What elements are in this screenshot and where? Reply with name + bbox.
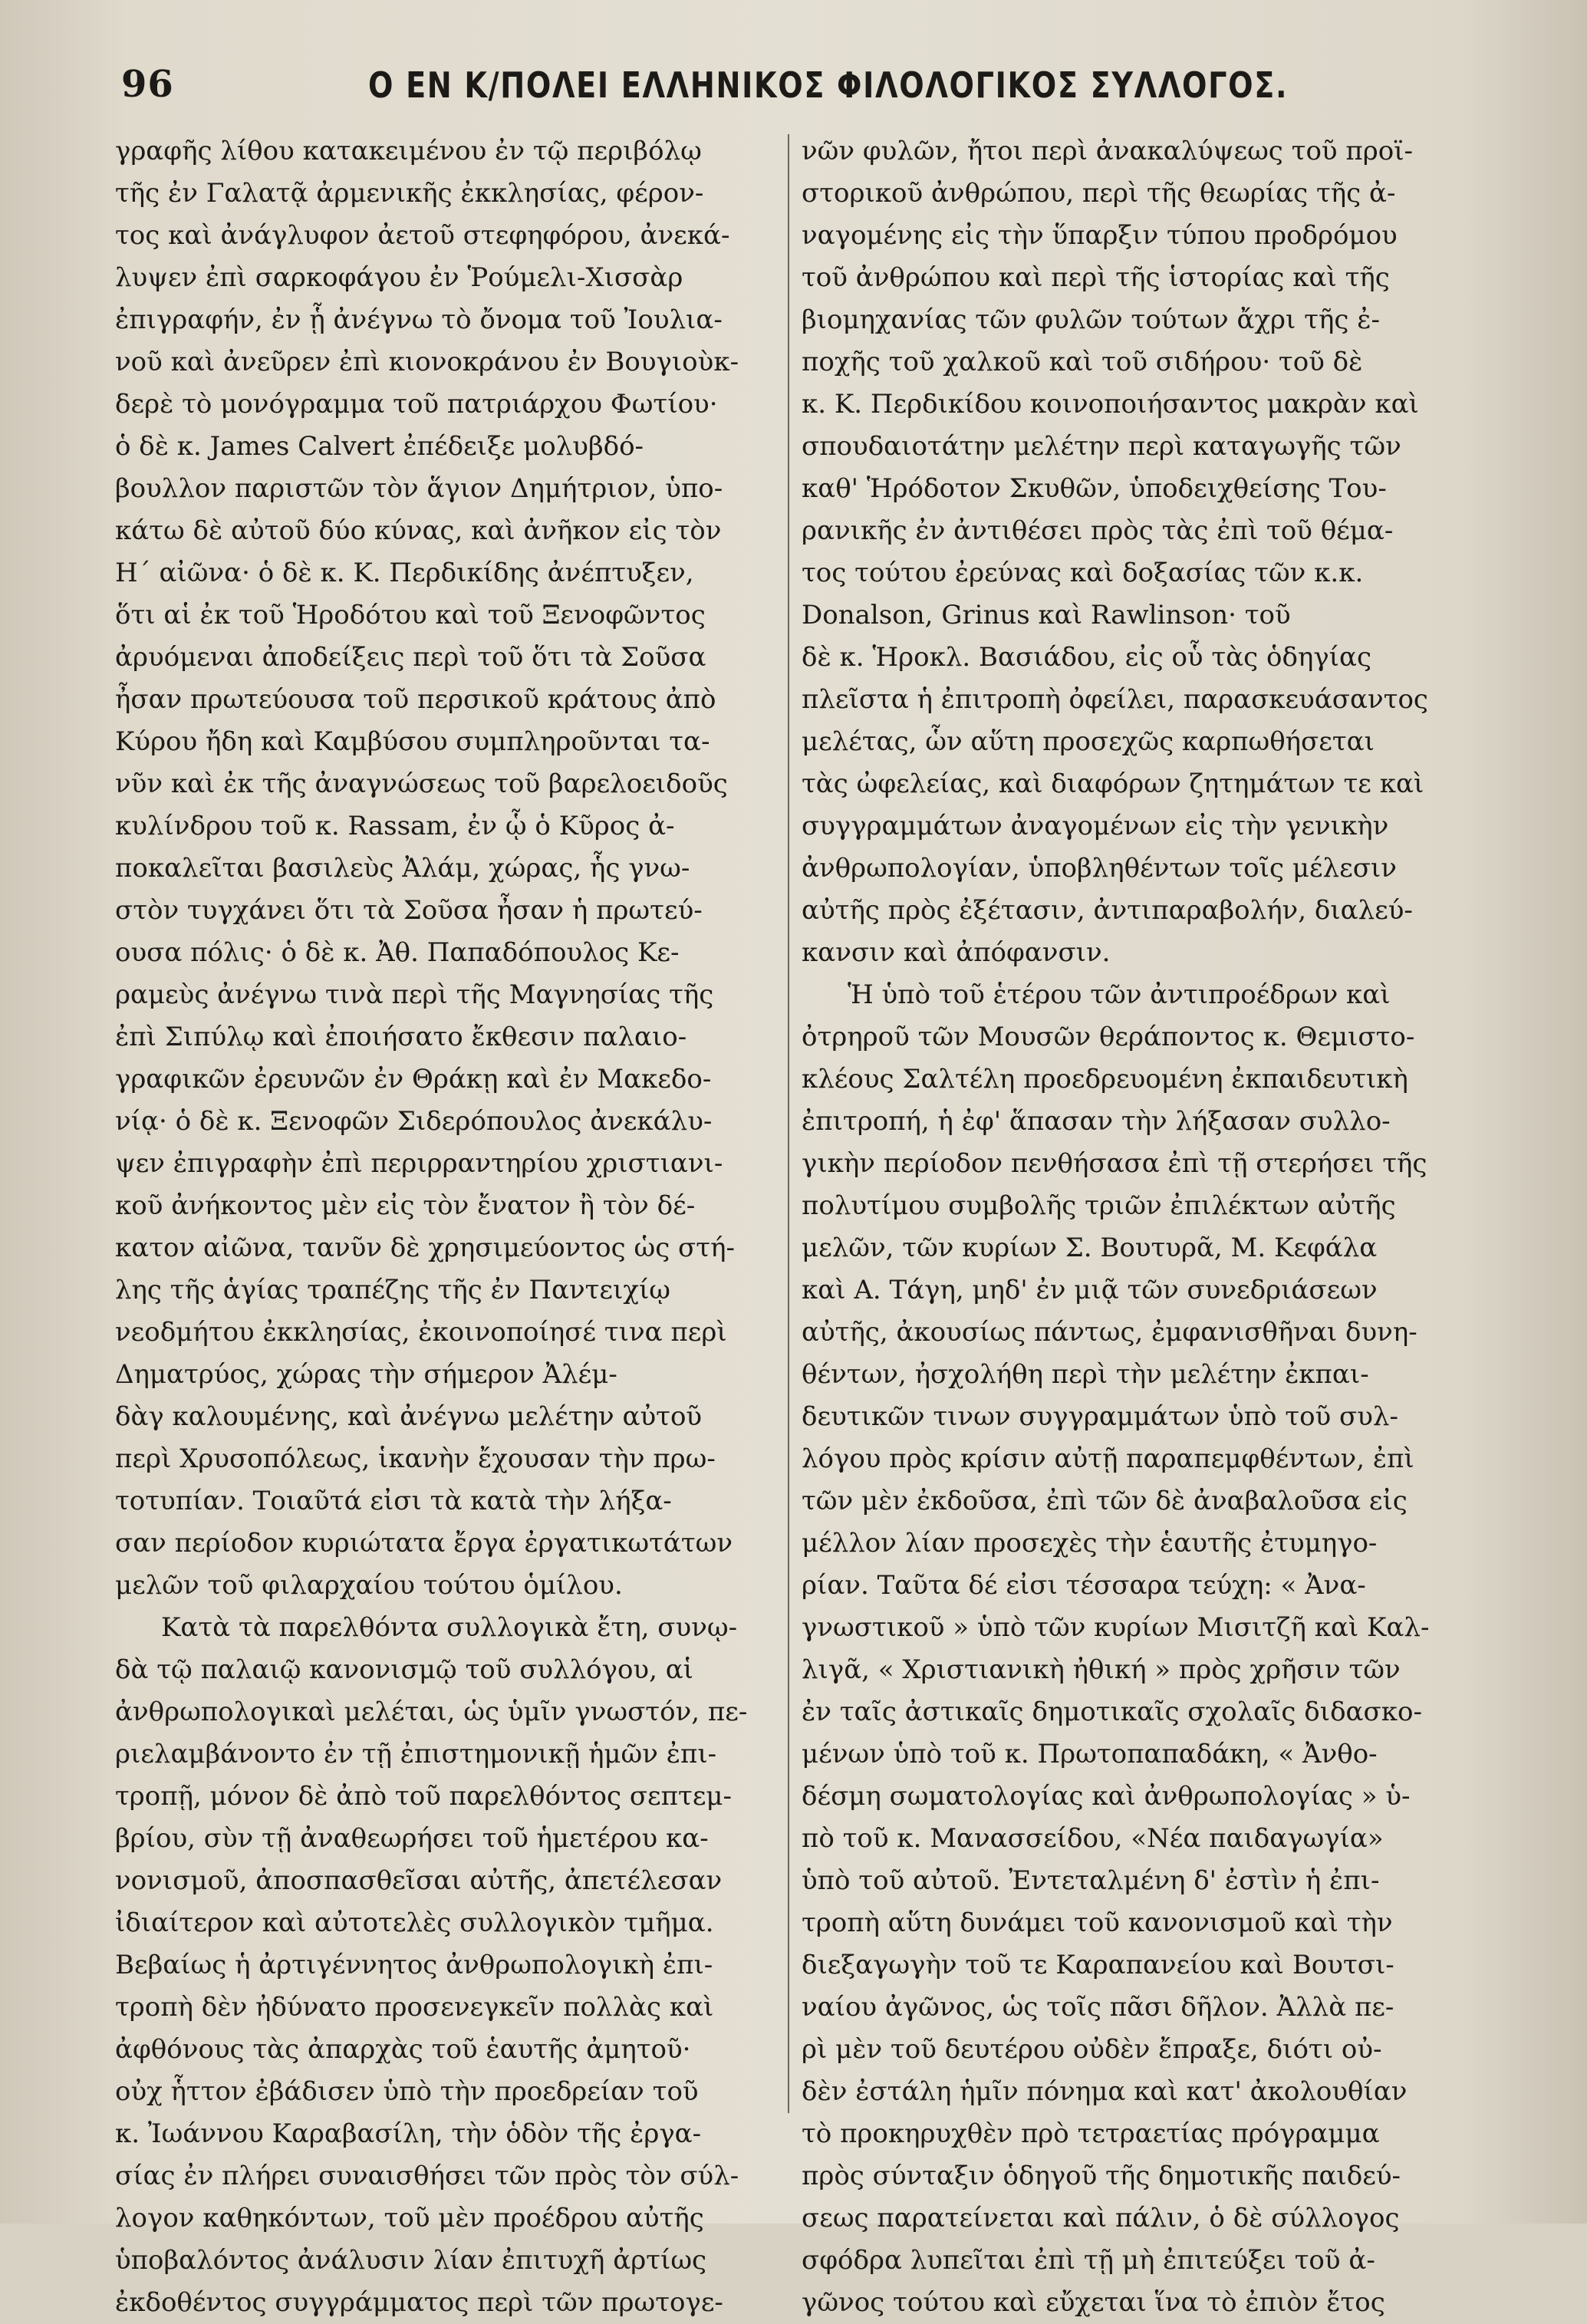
- text-line: ριελαμβάνοντο ἐν τῇ ἐπιστημονικῇ ἡμῶν ἐπι-: [115, 1739, 717, 1769]
- text-line: σαν περίοδον κυριώτατα ἔργα ἐργατικωτάτων: [115, 1528, 733, 1559]
- text-line: αὐτῆς, ἀκουσίως πάντως, ἐμφανισθῆναι δυνη-: [802, 1317, 1417, 1348]
- text-line: τὸ προκηρυχθὲν πρὸ τετραετίας πρόγραμμα: [802, 2118, 1380, 2149]
- text-line: ἀνθρωπολογικαὶ μελέται, ὡς ὑμῖν γνωστόν, πε-: [115, 1697, 748, 1727]
- text-line: Κύρου ἤδη καὶ Καμβύσου συμπληροῦνται τα-: [115, 726, 710, 757]
- text-line: θέντων, ἠσχολήθη περὶ τὴν μελέτην ἐκπαι-: [802, 1359, 1369, 1390]
- text-line: μελῶν, τῶν κυρίων Σ. Βουτυρᾶ, Μ. Κεφάλα: [802, 1233, 1378, 1263]
- text-line: ἐπιγραφήν, ἐν ᾗ ἀνέγνω τὸ ὄνομα τοῦ Ἰουλια-: [115, 304, 723, 335]
- text-line: Ἡ ὑπὸ τοῦ ἑτέρου τῶν ἀντιπροέδρων καὶ: [848, 979, 1391, 1010]
- text-line: τροπὴ αὕτη δυνάμει τοῦ κανονισμοῦ καὶ τὴν: [802, 1908, 1393, 1938]
- column-divider: [788, 134, 789, 2113]
- text-line: σίας ἐν πλήρει συναισθήσει τῶν πρὸς τὸν σύλ-: [115, 2161, 739, 2191]
- text-line: δερὲ τὸ μονόγραμμα τοῦ πατριάρχου Φωτίου·: [115, 389, 718, 420]
- text-line: νῶν φυλῶν, ἤτοι περὶ ἀνακαλύψεως τοῦ προϊ-: [802, 136, 1414, 166]
- page-header: [115, 60, 1465, 114]
- text-line: κανσιν καὶ ἀπόφανσιν.: [802, 937, 1111, 968]
- text-line: σπουδαιοτάτην μελέτην περὶ καταγωγῆς τῶν: [802, 431, 1401, 462]
- text-line: γραφῆς λίθου κατακειμένου ἐν τῷ περιβόλῳ: [115, 136, 702, 166]
- text-line: γῶνος τούτου καὶ εὔχεται ἵνα τὸ ἐπιὸν ἔτος: [802, 2287, 1385, 2318]
- text-line: ὑποβαλόντος ἀνάλυσιν λίαν ἐπιτυχῆ ἀρτίως: [115, 2245, 707, 2276]
- text-line: στορικοῦ ἀνθρώπου, περὶ τῆς θεωρίας τῆς ἀ-: [802, 178, 1396, 209]
- text-line: στὸν τυγχάνει ὅτι τὰ Σοῦσα ἦσαν ἡ πρωτεύ-: [115, 895, 703, 926]
- text-line: πλεῖστα ἡ ἐπιτροπὴ ὀφείλει, παρασκευάσαντος: [802, 684, 1428, 715]
- text-line: νῦν καὶ ἐκ τῆς ἀναγνώσεως τοῦ βαρελοειδοῦς: [115, 769, 728, 799]
- text-line: κυλίνδρου τοῦ κ. Rassam, ἐν ᾧ ὁ Κῦρος ἀ-: [115, 811, 675, 841]
- text-line: τος τούτου ἐρεύνας καὶ δοξασίας τῶν κ.κ.: [802, 558, 1364, 588]
- running-title: Ο ΕΝ Κ/ΠΟΛΕΙ ΕΛΛΗΝΙΚΟΣ ΦΙΛΟΛΟΓΙΚΟΣ ΣΥΛΛΟΓΟΣ.: [368, 64, 1289, 106]
- text-line: περὶ Χρυσοπόλεως, ἱκανὴν ἔχουσαν τὴν πρω-: [115, 1443, 716, 1474]
- text-line: καὶ Α. Τάγη, μηδ' ἐν μιᾷ τῶν συνεδριάσεων: [802, 1275, 1378, 1305]
- text-line: Βεβαίως ἡ ἀρτιγέννητος ἀνθρωπολογικὴ ἐπι-: [115, 1950, 713, 1980]
- text-line: μελέτας, ὧν αὕτη προσεχῶς καρπωθήσεται: [802, 726, 1375, 757]
- text-line: ὀτρηροῦ τῶν Μουσῶν θεράποντος κ. Θεμιστο-: [802, 1022, 1415, 1052]
- text-line: μέλλον λίαν προσεχὲς τὴν ἑαυτῆς ἐτυμηγο-: [802, 1528, 1378, 1559]
- text-line: ἀνθρωπολογίαν, ὑποβληθέντων τοῖς μέλεσιν: [802, 853, 1397, 884]
- text-line: ἦσαν πρωτεύουσα τοῦ περσικοῦ κράτους ἀπὸ: [115, 684, 716, 715]
- text-line: ἀρυόμεναι ἀποδείξεις περὶ τοῦ ὅτι τὰ Σοῦσα: [115, 642, 706, 673]
- text-line: λόγου πρὸς κρίσιν αὐτῇ παραπεμφθέντων, ἐπὶ: [802, 1443, 1414, 1474]
- text-line: τῆς ἐν Γαλατᾷ ἀρμενικῆς ἐκκλησίας, φέρον-: [115, 178, 704, 209]
- text-line: Δηματρύος, χώρας τὴν σήμερον Ἀλέμ-: [115, 1359, 617, 1390]
- text-line: νίᾳ· ὁ δὲ κ. Ξενοφῶν Σιδερόπουλος ἀνεκάλυ-: [115, 1106, 713, 1137]
- text-line: λιγᾶ, « Χριστιανικὴ ἠθική » πρὸς χρῆσιν τῶν: [802, 1654, 1401, 1685]
- text-line: ὅτι αἱ ἐκ τοῦ Ἡροδότου καὶ τοῦ Ξενοφῶντος: [115, 600, 706, 630]
- text-line: ρίαν. Ταῦτα δέ εἰσι τέσσαρα τεύχη: « Ἀνα-: [802, 1570, 1366, 1601]
- page-number: 96: [121, 63, 174, 106]
- text-line: συγγραμμάτων ἀναγομένων εἰς τὴν γενικὴν: [802, 811, 1389, 841]
- text-line: δὰγ καλουμένης, καὶ ἀνέγνω μελέτην αὐτοῦ: [115, 1401, 703, 1432]
- text-line: σεως παρατείνεται καὶ πάλιν, ὁ δὲ σύλλογος: [802, 2203, 1400, 2233]
- text-line: βουλλον παριστῶν τὸν ἅγιον Δημήτριον, ὑπο-: [115, 473, 723, 504]
- text-line: γνωστικοῦ » ὑπὸ τῶν κυρίων Μισιτζῆ καὶ Καλ-: [802, 1612, 1430, 1643]
- text-line: ἰδιαίτερον καὶ αὐτοτελὲς συλλογικὸν τμῆμα.: [115, 1908, 714, 1938]
- text-line: ἐν ταῖς ἀστικαῖς δημοτικαῖς σχολαῖς διδασκο-: [802, 1697, 1422, 1727]
- text-line: δέσμη σωματολογίας καὶ ἀνθρωπολογίας » ὑ-: [802, 1781, 1411, 1812]
- text-line: τροπὴ δὲν ἠδύνατο προσενεγκεῖν πολλὰς καὶ: [115, 1992, 714, 2023]
- text-line: τος καὶ ἀνάγλυφον ἀετοῦ στεφηφόρου, ἀνεκά-: [115, 220, 730, 251]
- text-line: νονισμοῦ, ἀποσπασθεῖσαι αὐτῆς, ἀπετέλεσαν: [115, 1865, 723, 1896]
- text-line: ναίου ἀγῶνος, ὡς τοῖς πᾶσι δῆλον. Ἀλλὰ πε-: [802, 1992, 1394, 2023]
- text-line: διεξαγωγὴν τοῦ τε Καραπανείου καὶ Βουτσι-: [802, 1950, 1394, 1980]
- text-line: λογον καθηκόντων, τοῦ μὲν προέδρου αὐτῆς: [115, 2203, 704, 2233]
- text-line: Κατὰ τὰ παρελθόντα συλλογικὰ ἔτη, συνῳ-: [161, 1612, 738, 1643]
- text-line: κ. Ἰωάννου Καραβασίλη, τὴν ὁδὸν τῆς ἐργα-: [115, 2118, 702, 2149]
- text-line: δὲν ἐστάλη ἡμῖν πόνημα καὶ κατ' ἀκολουθίαν: [802, 2076, 1408, 2107]
- text-line: δὰ τῷ παλαιῷ κανονισμῷ τοῦ συλλόγου, αἱ: [115, 1654, 694, 1685]
- text-line: τῶν μὲν ἐκδοῦσα, ἐπὶ τῶν δὲ ἀναβαλοῦσα εἰς: [802, 1486, 1408, 1516]
- text-line: πρὸς σύνταξιν ὁδηγοῦ τῆς δημοτικῆς παιδεύ-: [802, 2161, 1401, 2191]
- text-line: μένων ὑπὸ τοῦ κ. Πρωτοπαπαδάκη, « Ἀνθο-: [802, 1739, 1378, 1769]
- text-line: κατον αἰῶνα, τανῦν δὲ χρησιμεύοντος ὡς στή-: [115, 1233, 735, 1263]
- text-line: ραμεὺς ἀνέγνω τινὰ περὶ τῆς Μαγνησίας τῆς: [115, 979, 714, 1010]
- text-line: κοῦ ἀνήκοντος μὲν εἰς τὸν ἔνατον ἢ τὸν δέ-: [115, 1190, 696, 1221]
- text-line: ποκαλεῖται βασιλεὺς Ἀλάμ, χώρας, ἧς γνω-: [115, 853, 690, 884]
- text-line: οὐχ ἧττον ἐβάδισεν ὑπὸ τὴν προεδρείαν τοῦ: [115, 2076, 699, 2107]
- text-line: τοῦ ἀνθρώπου καὶ περὶ τῆς ἱστορίας καὶ τῆς: [802, 262, 1390, 293]
- text-line: Η΄ αἰῶνα· ὁ δὲ κ. Κ. Περδικίδης ἀνέπτυξεν,: [115, 558, 694, 588]
- right-column: [802, 130, 1477, 2324]
- text-line: λης τῆς ἁγίας τραπέζης τῆς ἐν Παντειχίῳ: [115, 1275, 671, 1305]
- text-line: λυψεν ἐπὶ σαρκοφάγου ἐν Ῥούμελι-Χισσὰρ: [115, 262, 683, 293]
- text-line: μελῶν τοῦ φιλαρχαίου τούτου ὁμίλου.: [115, 1570, 623, 1601]
- text-line: γικὴν περίοδον πενθήσασα ἐπὶ τῇ στερήσει τῆς: [802, 1148, 1427, 1179]
- text-line: βιομηχανίας τῶν φυλῶν τούτων ἄχρι τῆς ἐ-: [802, 304, 1380, 335]
- text-line: γραφικῶν ἐρευνῶν ἐν Θράκῃ καὶ ἐν Μακεδο-: [115, 1064, 712, 1095]
- text-line: ψεν ἐπιγραφὴν ἐπὶ περιρραντηρίου χριστιανι-: [115, 1148, 723, 1179]
- text-line: κ. Κ. Περδικίδου κοινοποιήσαντος μακρὰν καὶ: [802, 389, 1419, 420]
- text-line: ρανικῆς ἐν ἀντιθέσει πρὸς τὰς ἐπὶ τοῦ θέμα-: [802, 515, 1394, 546]
- text-line: ὑπὸ τοῦ αὐτοῦ. Ἐντεταλμένη δ' ἐστὶν ἡ ἐπι-: [802, 1865, 1380, 1896]
- text-line: σφόδρα λυπεῖται ἐπὶ τῇ μὴ ἐπιτεύξει τοῦ ἀ-: [802, 2245, 1375, 2276]
- text-line: ποχῆς τοῦ χαλκοῦ καὶ τοῦ σιδήρου· τοῦ δὲ: [802, 347, 1363, 377]
- text-line: ρὶ μὲν τοῦ δευτέρου οὐδὲν ἔπραξε, διότι οὐ-: [802, 2034, 1382, 2065]
- text-line: αὐτῆς πρὸς ἐξέτασιν, ἀντιπαραβολήν, διαλεύ-: [802, 895, 1413, 926]
- text-line: νοῦ καὶ ἀνεῦρεν ἐπὶ κιονοκράνου ἐν Βουγιοὺκ-: [115, 347, 739, 377]
- text-line: δὲ κ. Ἡροκλ. Βασιάδου, εἰς οὗ τὰς ὁδηγίας: [802, 642, 1371, 673]
- text-line: βρίου, σὺν τῇ ἀναθεωρήσει τοῦ ἡμετέρου κα-: [115, 1823, 709, 1854]
- text-line: νεοδμήτου ἐκκλησίας, ἐκοινοποίησέ τινα περὶ: [115, 1317, 727, 1348]
- text-line: πολυτίμου συμβολῆς τριῶν ἐπιλέκτων αὐτῆς: [802, 1190, 1396, 1221]
- text-line: τροπῇ, μόνον δὲ ἀπὸ τοῦ παρελθόντος σεπτεμ-: [115, 1781, 733, 1812]
- text-line: ἐπιτροπή, ἡ ἐφ' ἅπασαν τὴν λήξασαν συλλο-: [802, 1106, 1391, 1137]
- text-line: τὰς ὠφελείας, καὶ διαφόρων ζητημάτων τε καὶ: [802, 769, 1424, 799]
- text-line: ἀφθόνους τὰς ἀπαρχὰς τοῦ ἑαυτῆς ἀμητοῦ·: [115, 2034, 691, 2065]
- text-line: ὁ δὲ κ. James Calvert ἐπέδειξε μολυβδό-: [115, 431, 644, 462]
- text-line: ουσα πόλις· ὁ δὲ κ. Ἀθ. Παπαδόπουλος Κε-: [115, 937, 680, 968]
- text-line: Donalson, Grinus καὶ Rawlinson· τοῦ: [802, 600, 1291, 630]
- text-line: τοτυπίαν. Τοιαῦτά εἰσι τὰ κατὰ τὴν λήξα-: [115, 1486, 672, 1516]
- text-line: κλέους Σαλτέλη προεδρευομένη ἐκπαιδευτικὴ: [802, 1064, 1408, 1095]
- text-line: πὸ τοῦ κ. Μανασσείδου, «Νέα παιδαγωγία»: [802, 1823, 1384, 1854]
- text-line: ἐπὶ Σιπύλῳ καὶ ἐποιήσατο ἔκθεσιν παλαιο-: [115, 1022, 687, 1052]
- text-line: ναγομένης εἰς τὴν ὕπαρξιν τύπου προδρόμου: [802, 220, 1398, 251]
- text-line: καθ' Ἡρόδοτον Σκυθῶν, ὑποδειχθείσης Του-: [802, 473, 1387, 504]
- left-column: [115, 130, 790, 2324]
- text-line: κάτω δὲ αὐτοῦ δύο κύνας, καὶ ἀνῆκον εἰς τὸν: [115, 515, 722, 546]
- text-line: ἐκδοθέντος συγγράμματος περὶ τῶν πρωτογε-: [115, 2287, 723, 2318]
- text-line: δευτικῶν τινων συγγραμμάτων ὑπὸ τοῦ συλ-: [802, 1401, 1398, 1432]
